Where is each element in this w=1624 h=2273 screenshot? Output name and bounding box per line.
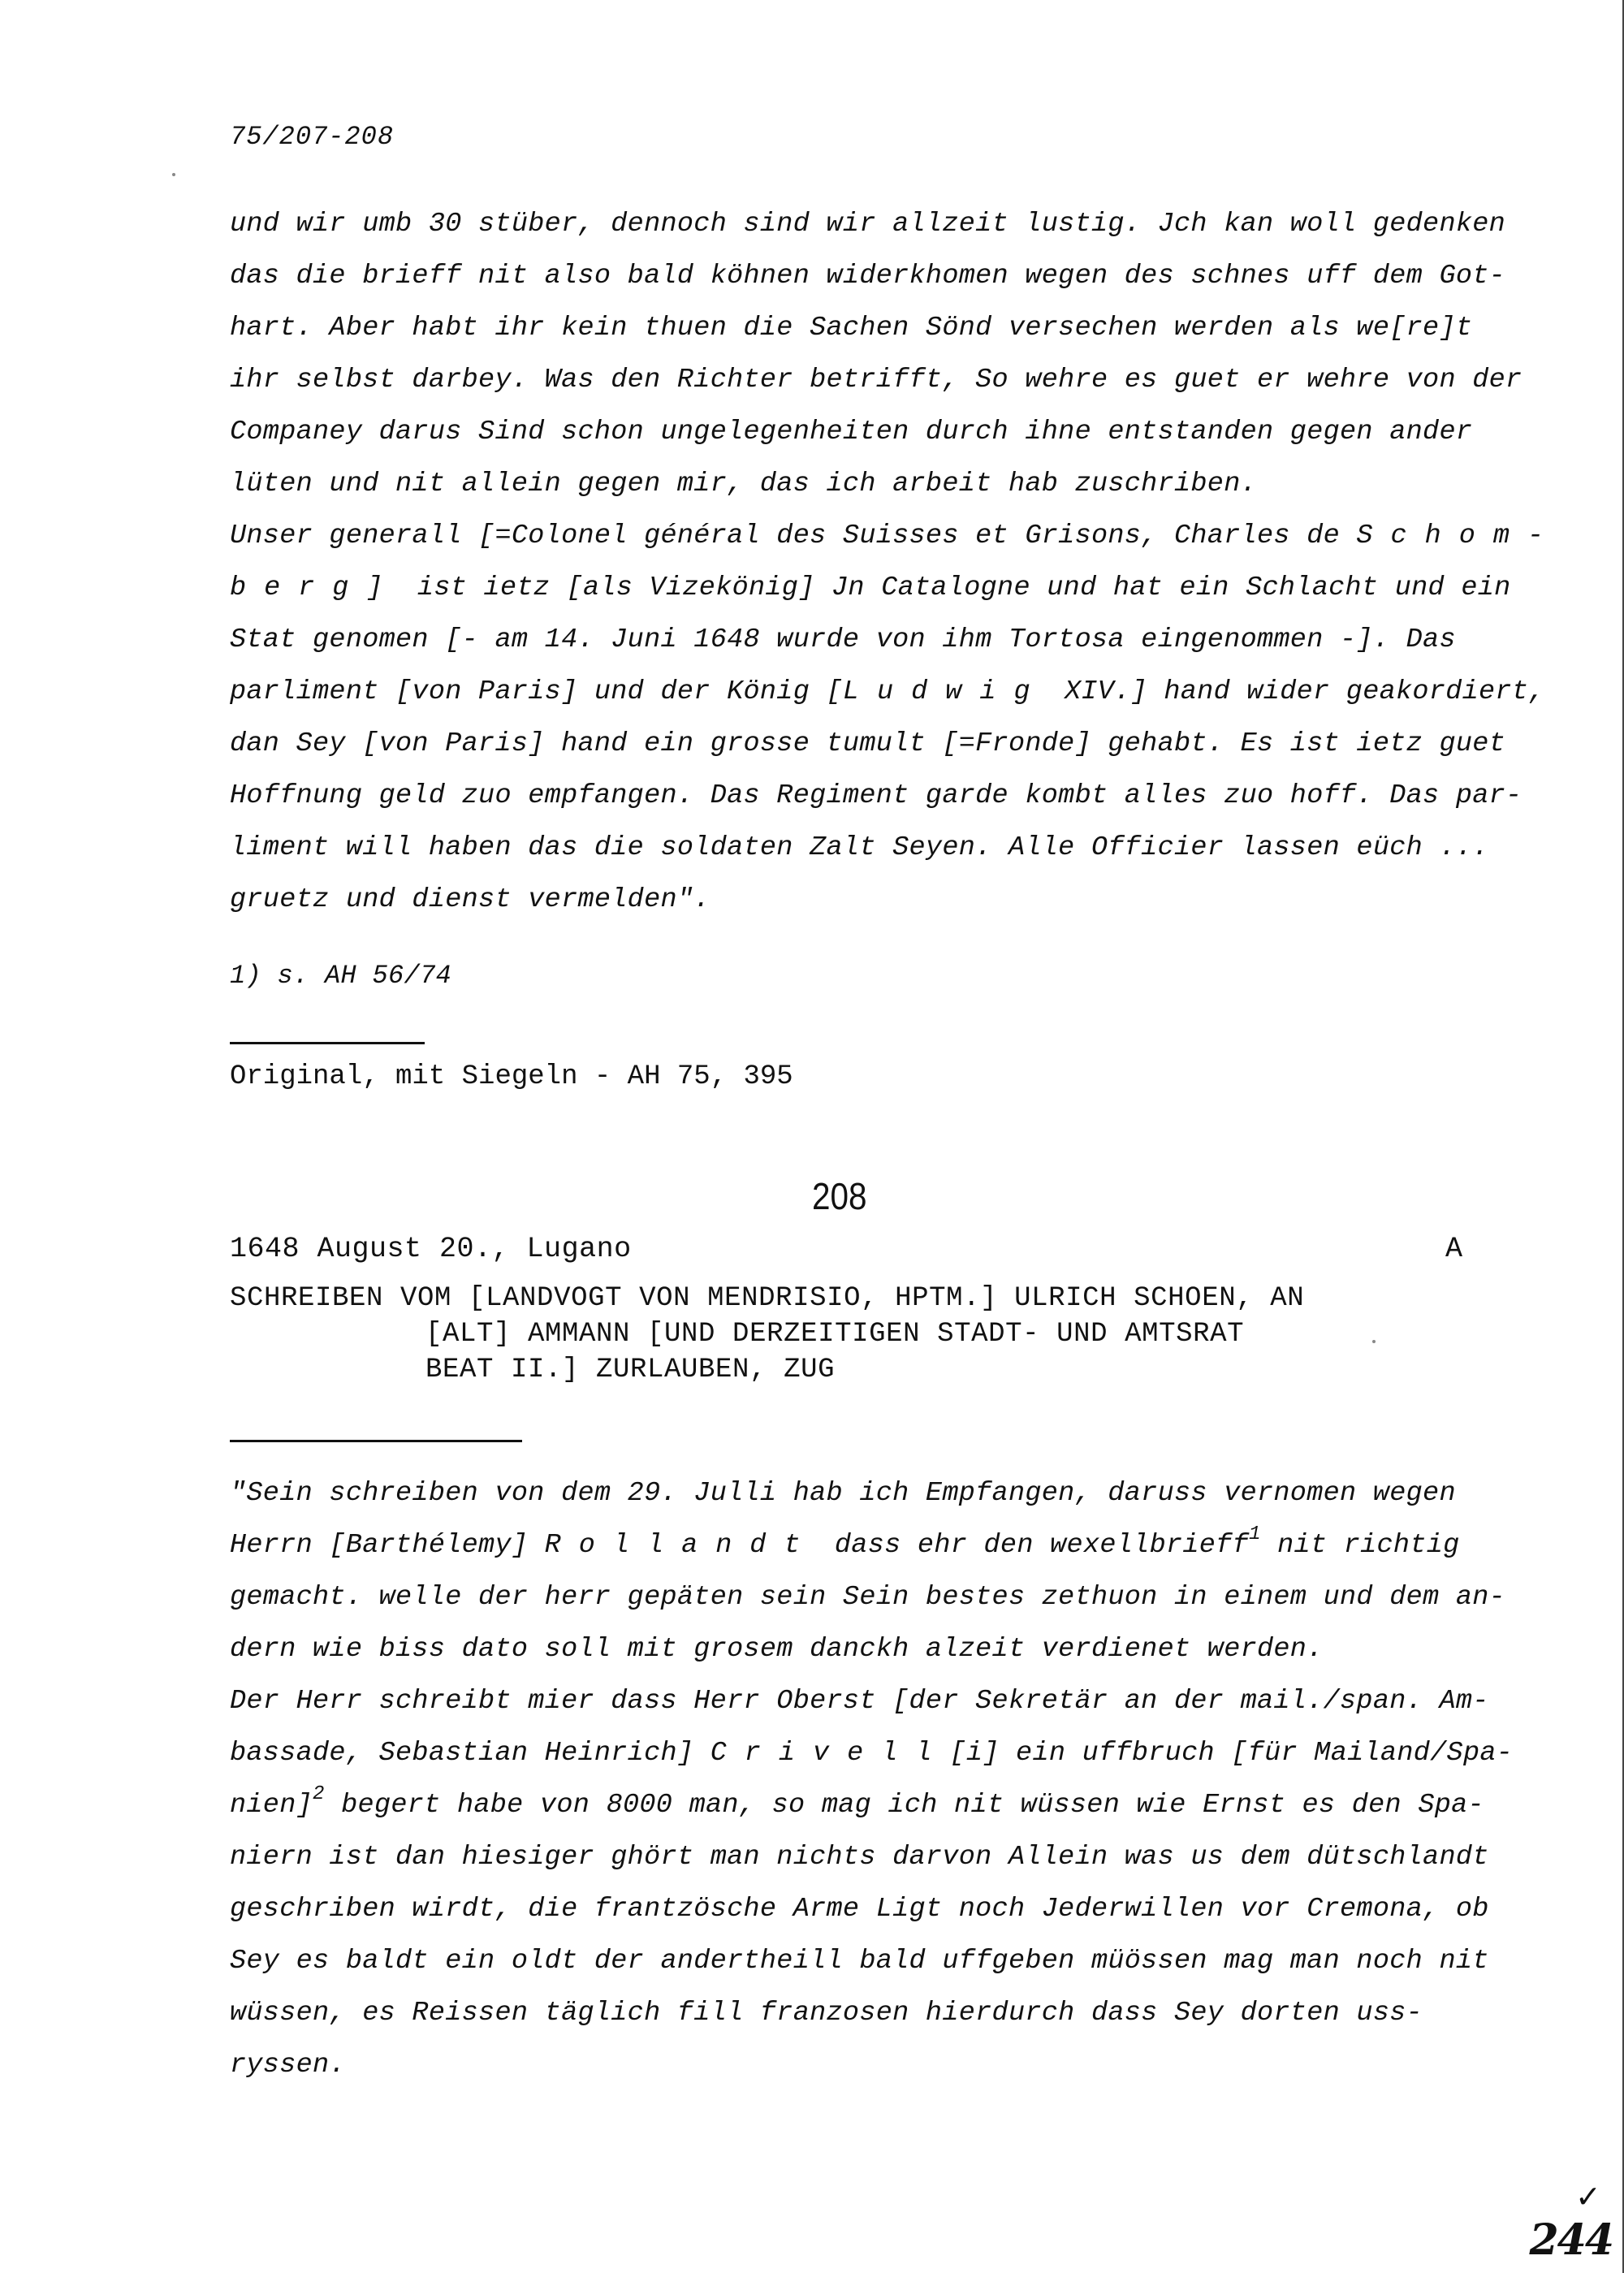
text-line: das die brieff nit also bald köhnen widerkhomen wegen des schnes uff dem Got- (230, 261, 1506, 292)
text-line: dern wie biss dato soll mit grosem danckh alzeit verdienet werden. (230, 1634, 1324, 1665)
text-line: wüssen, es Reissen täglich fill franzosen hierdurch dass Sey dorten uss- (230, 1998, 1423, 2029)
spaced-name: Schom- (1356, 521, 1562, 551)
text-line: nien]$^2$ begert habe von 8000 man, so mag ich nit wüssen wie Ernst es den Spa- (230, 1783, 1484, 1821)
heading-line: [ALT] AMMANN [UND DERZEITIGEN STADT- UND AMTSRAT (425, 1319, 1245, 1350)
text-line: lüten und nit allein gegen mir, das ich arbeit hab zuschriben. (230, 469, 1258, 499)
text-line: hart. Aber habt ihr kein thuen die Sachen Sönd versechen werden als we[re]t (230, 313, 1473, 344)
separator-rule (230, 1042, 425, 1044)
source-note: Original, mit Siegeln - AH 75, 395 (230, 1061, 793, 1092)
spaced-name: Crivell (710, 1738, 950, 1769)
text-line: Stat genomen [- am 14. Juni 1648 wurde von ihm Tortosa eingenommen -]. Das (230, 624, 1456, 655)
heading-line: SCHREIBEN VOM [LANDVOGT VON MENDRISIO, HPTM.] ULRICH SCHOEN, AN (230, 1283, 1305, 1314)
text-line: gruetz und dienst vermelden". (230, 884, 710, 915)
text-line: und wir umb 30 stüber, dennoch sind wir allzeit lustig. Jch kan woll gedenken (230, 209, 1506, 240)
text-line: ryssen. (230, 2050, 346, 2081)
footnote: 1) s. AH 56/74 (230, 961, 452, 991)
text-line: geschriben wirdt, die frantzösche Arme Ligt noch Jederwillen vor Cremona, ob (230, 1894, 1489, 1925)
document-type: A (1445, 1233, 1463, 1265)
text-line: Herrn [Barthélemy] Rollandt dass ehr den wexellbrieff$^1$ nit richtig (230, 1523, 1460, 1561)
text-line: Unser generall [=Colonel général des Suisses et Grisons, Charles de Schom- (230, 521, 1562, 551)
date-place: 1648 August 20., Lugano (230, 1233, 632, 1265)
check-mark: ✓ (1575, 2179, 1601, 2215)
text-line: dan Sey [von Paris] hand ein grosse tumult [=Fronde] gehabt. Es ist ietz guet (230, 728, 1506, 759)
spaced-name: Rollandt (544, 1530, 818, 1561)
scan-speck (172, 173, 175, 176)
text-line: gemacht. welle der herr gepäten sein Sein bestes zethuon in einem und dem an- (230, 1582, 1506, 1613)
text-line: "Sein schreiben von dem 29. Julli hab ich Empfangen, daruss vernomen wegen (230, 1478, 1456, 1509)
archive-reference: 75/207-208 (230, 122, 395, 152)
heading-line: BEAT II.] ZURLAUBEN, ZUG (425, 1355, 836, 1385)
document-number: 208 (812, 1175, 867, 1217)
page-number: 244 (1529, 2215, 1613, 2265)
separator-rule (230, 1440, 522, 1442)
text-line: Hoffnung geld zuo empfangen. Das Regiment garde kombt alles zuo hoff. Das par- (230, 780, 1522, 811)
footnote-marker: 2 (313, 1783, 325, 1805)
text-line: Companey darus Sind schon ungelegenheiten durch ihne entstanden gegen ander (230, 417, 1473, 447)
text-line: ihr selbst darbey. Was den Richter betrifft, So wehre es guet er wehre von der (230, 365, 1522, 395)
text-line: Der Herr schreibt mier dass Herr Oberst [der Sekretär an der mail./span. Am- (230, 1686, 1489, 1717)
spaced-name: berg] (230, 573, 401, 603)
footnote-marker: 1 (1249, 1523, 1261, 1545)
text-line: bassade, Sebastian Heinrich] Crivell[i] ein uffbruch [für Mailand/Spa- (230, 1738, 1514, 1769)
text-line: liment will haben das die soldaten Zalt Seyen. Alle Officier lassen eüch ... (230, 832, 1489, 863)
text-line: parliment [von Paris] und der König [Ludwig XIV.] hand wider geakordiert, (230, 676, 1545, 707)
text-line: Sey es baldt ein oldt der andertheill bald uffgeben müössen mag man noch nit (230, 1946, 1489, 1977)
text-line: berg] ist ietz [als Vizekönig] Jn Catalogne und hat ein Schlacht und ein (230, 573, 1511, 603)
spaced-name: Ludwig (842, 676, 1048, 707)
text-line: niern ist dan hiesiger ghört man nichts darvon Allein was us dem dütschlandt (230, 1842, 1489, 1873)
scan-speck (1372, 1340, 1376, 1343)
